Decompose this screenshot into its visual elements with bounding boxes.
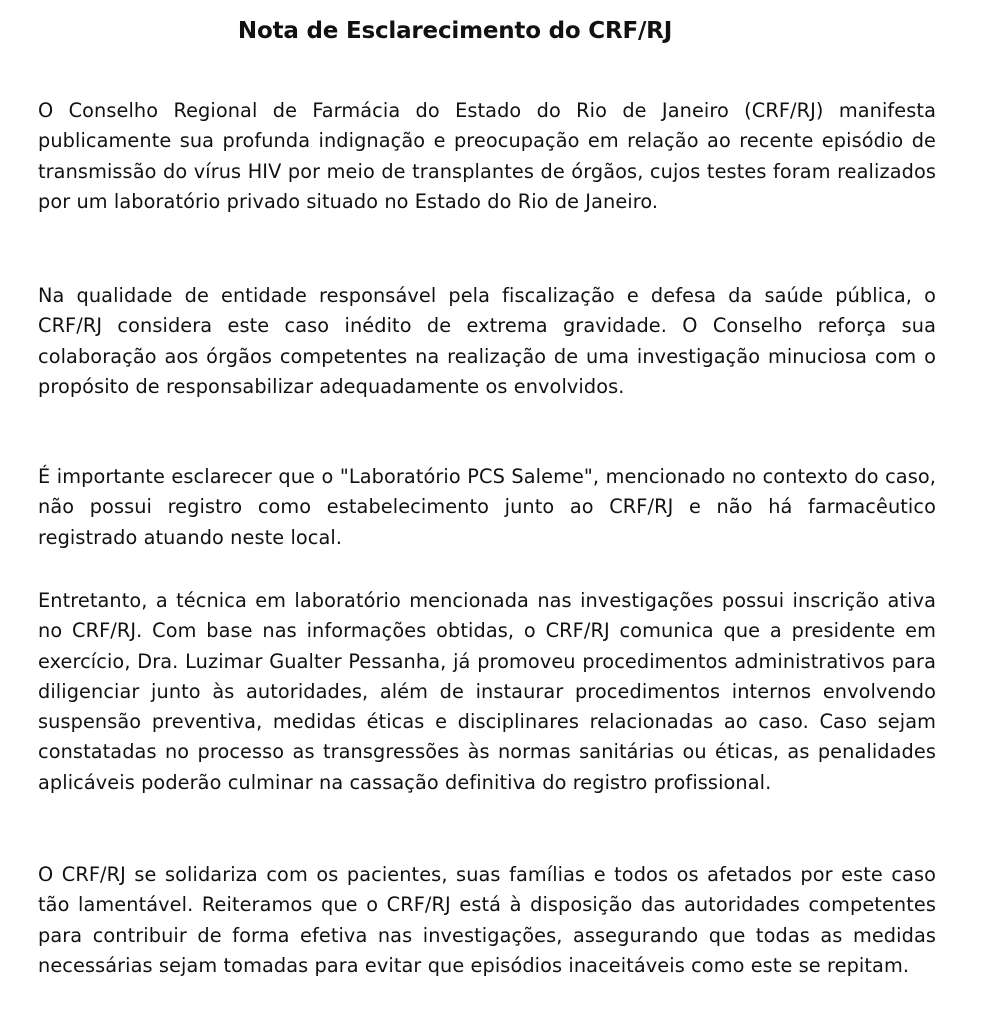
paragraph-measures: Entretanto, a técnica em laboratório mencionada nas investigações possui inscrição ativa no CRF/RJ. Com base nas informações obtidas, o CRF/RJ comunica que a presidente em exercício, Dra. Luzimar Gualter Pessanha, já promoveu procedimentos administrativos para diligenciar junto às autoridades, além de instaurar procedimentos internos envolvendo suspensão preventiva, medidas éticas e disciplinares relacionadas ao caso. Caso sejam constatadas no processo as transgressões às normas sanitárias ou éticas, as penalidades aplicáveis poderão culminar na cassação definitiva do registro profissional. [38, 589, 936, 794]
paragraph-clarification: É importante esclarecer que o "Laboratório PCS Saleme", mencionado no contexto do caso, não possui registro como estabelecimento junto ao CRF/RJ e não há farmacêutico registrado atuando neste local. [38, 465, 936, 549]
paragraph-solidarity: O CRF/RJ se solidariza com os pacientes, suas famílias e todos os afetados por este caso tão lamentável. Reiteramos que o CRF/RJ está à disposição das autoridades competentes para contribuir de forma efetiva nas investigações, assegurando que todas as medidas necessárias sejam tomadas para evitar que episódios inaceitáveis como este se repitam. [38, 863, 936, 977]
paragraph-investigation: Na qualidade de entidade responsável pela fiscalização e defesa da saúde pública, o CRF/RJ considera este caso inédito de extrema gravidade. O Conselho reforça sua colaboração aos órgãos competentes na realização de uma investigação minuciosa com o propósito de responsabilizar adequadamente os envolvidos. [38, 284, 936, 398]
document-title: Nota de Esclarecimento do CRF/RJ [237, 18, 673, 44]
paragraph-intro: O Conselho Regional de Farmácia do Estado do Rio de Janeiro (CRF/RJ) manifesta publicamente sua profunda indignação e preocupação em relação ao recente episódio de transmissão do vírus HIV por meio de transplantes de órgãos, cujos testes foram realizados por um laboratório privado situado no Estado do Rio de Janeiro. [38, 99, 936, 213]
